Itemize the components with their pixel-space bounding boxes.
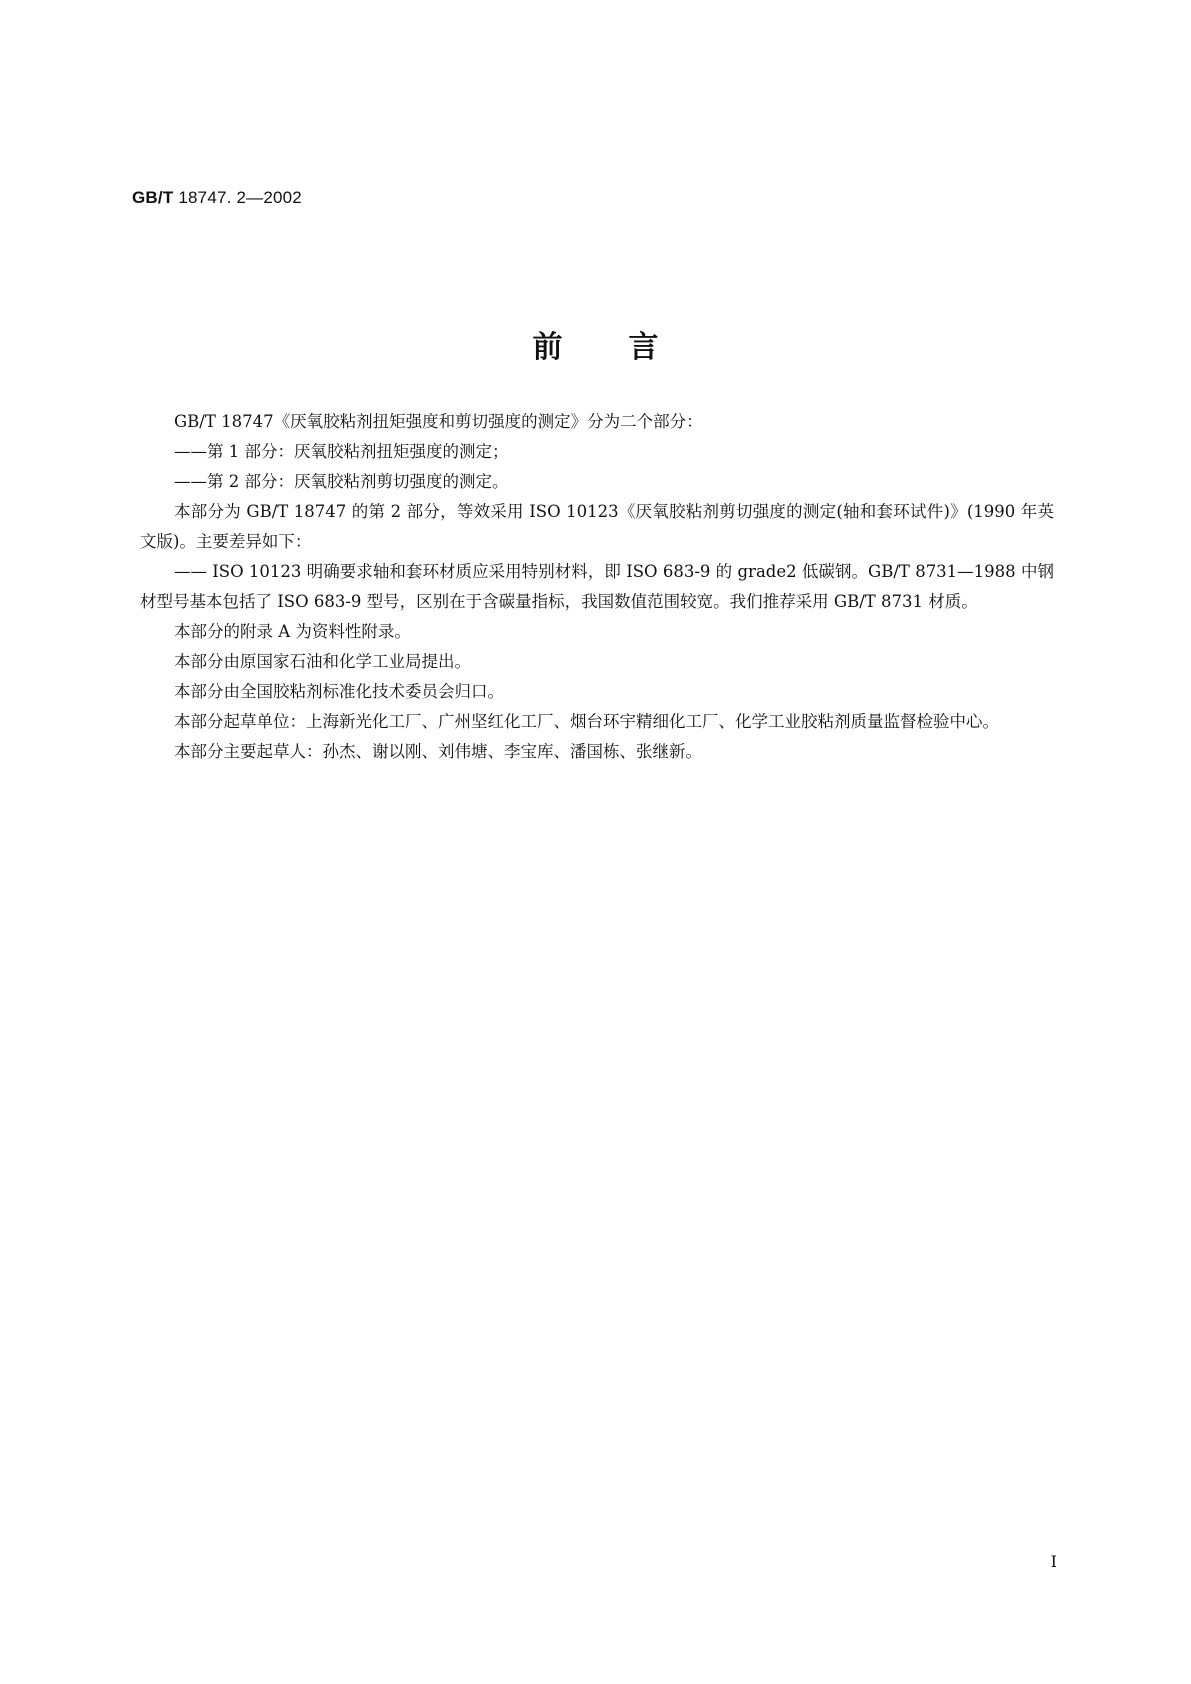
paragraph-drafters: 本部分主要起草人：孙杰、谢以刚、刘伟塘、李宝库、潘国栋、张继新。 bbox=[174, 742, 702, 761]
standard-prefix: GB/T bbox=[132, 188, 174, 207]
paragraph-proposer: 本部分由原国家石油和化学工业局提出。 bbox=[174, 652, 471, 671]
paragraph-committee: 本部分由全国胶粘剂标准化技术委员会归口。 bbox=[174, 682, 504, 701]
page-number: I bbox=[1050, 1552, 1057, 1571]
paragraph-appendix: 本部分的附录 A 为资料性附录。 bbox=[174, 622, 411, 641]
standard-number: 18747. 2—2002 bbox=[178, 188, 302, 207]
preface-body bbox=[140, 407, 1054, 767]
list-item-difference: —— ISO 10123 明确要求轴和套环材质应采用特别材料，即 ISO 683-9 的 grade2 低碳钢。GB/T 8731—1988 中钢材型号基本包括了 ISO 683-9 型号，区别在于含碳量指标，我国数值范围较宽。我们推荐采用 GB/T 8731 材质。 bbox=[140, 562, 1054, 611]
paragraph-equivalence: 本部分为 GB/T 18747 的第 2 部分，等效采用 ISO 10123《厌氧胶粘剂剪切强度的测定(轴和套环试件)》(1990 年英文版)。主要差异如下： bbox=[140, 502, 1054, 551]
paragraph-drafting-units: 本部分起草单位：上海新光化工厂、广州坚红化工厂、烟台环宇精细化工厂、化学工业胶粘剂质量监督检验中心。 bbox=[174, 712, 999, 731]
list-item-part-1: ——第 1 部分：厌氧胶粘剂扭矩强度的测定； bbox=[174, 442, 509, 461]
list-item-part-2: ——第 2 部分：厌氧胶粘剂剪切强度的测定。 bbox=[174, 472, 509, 491]
paragraph-parts-intro: GB/T 18747《厌氧胶粘剂扭矩强度和剪切强度的测定》分为二个部分： bbox=[174, 412, 703, 431]
page-title: 前言 bbox=[532, 330, 725, 365]
document-code bbox=[132, 188, 302, 208]
